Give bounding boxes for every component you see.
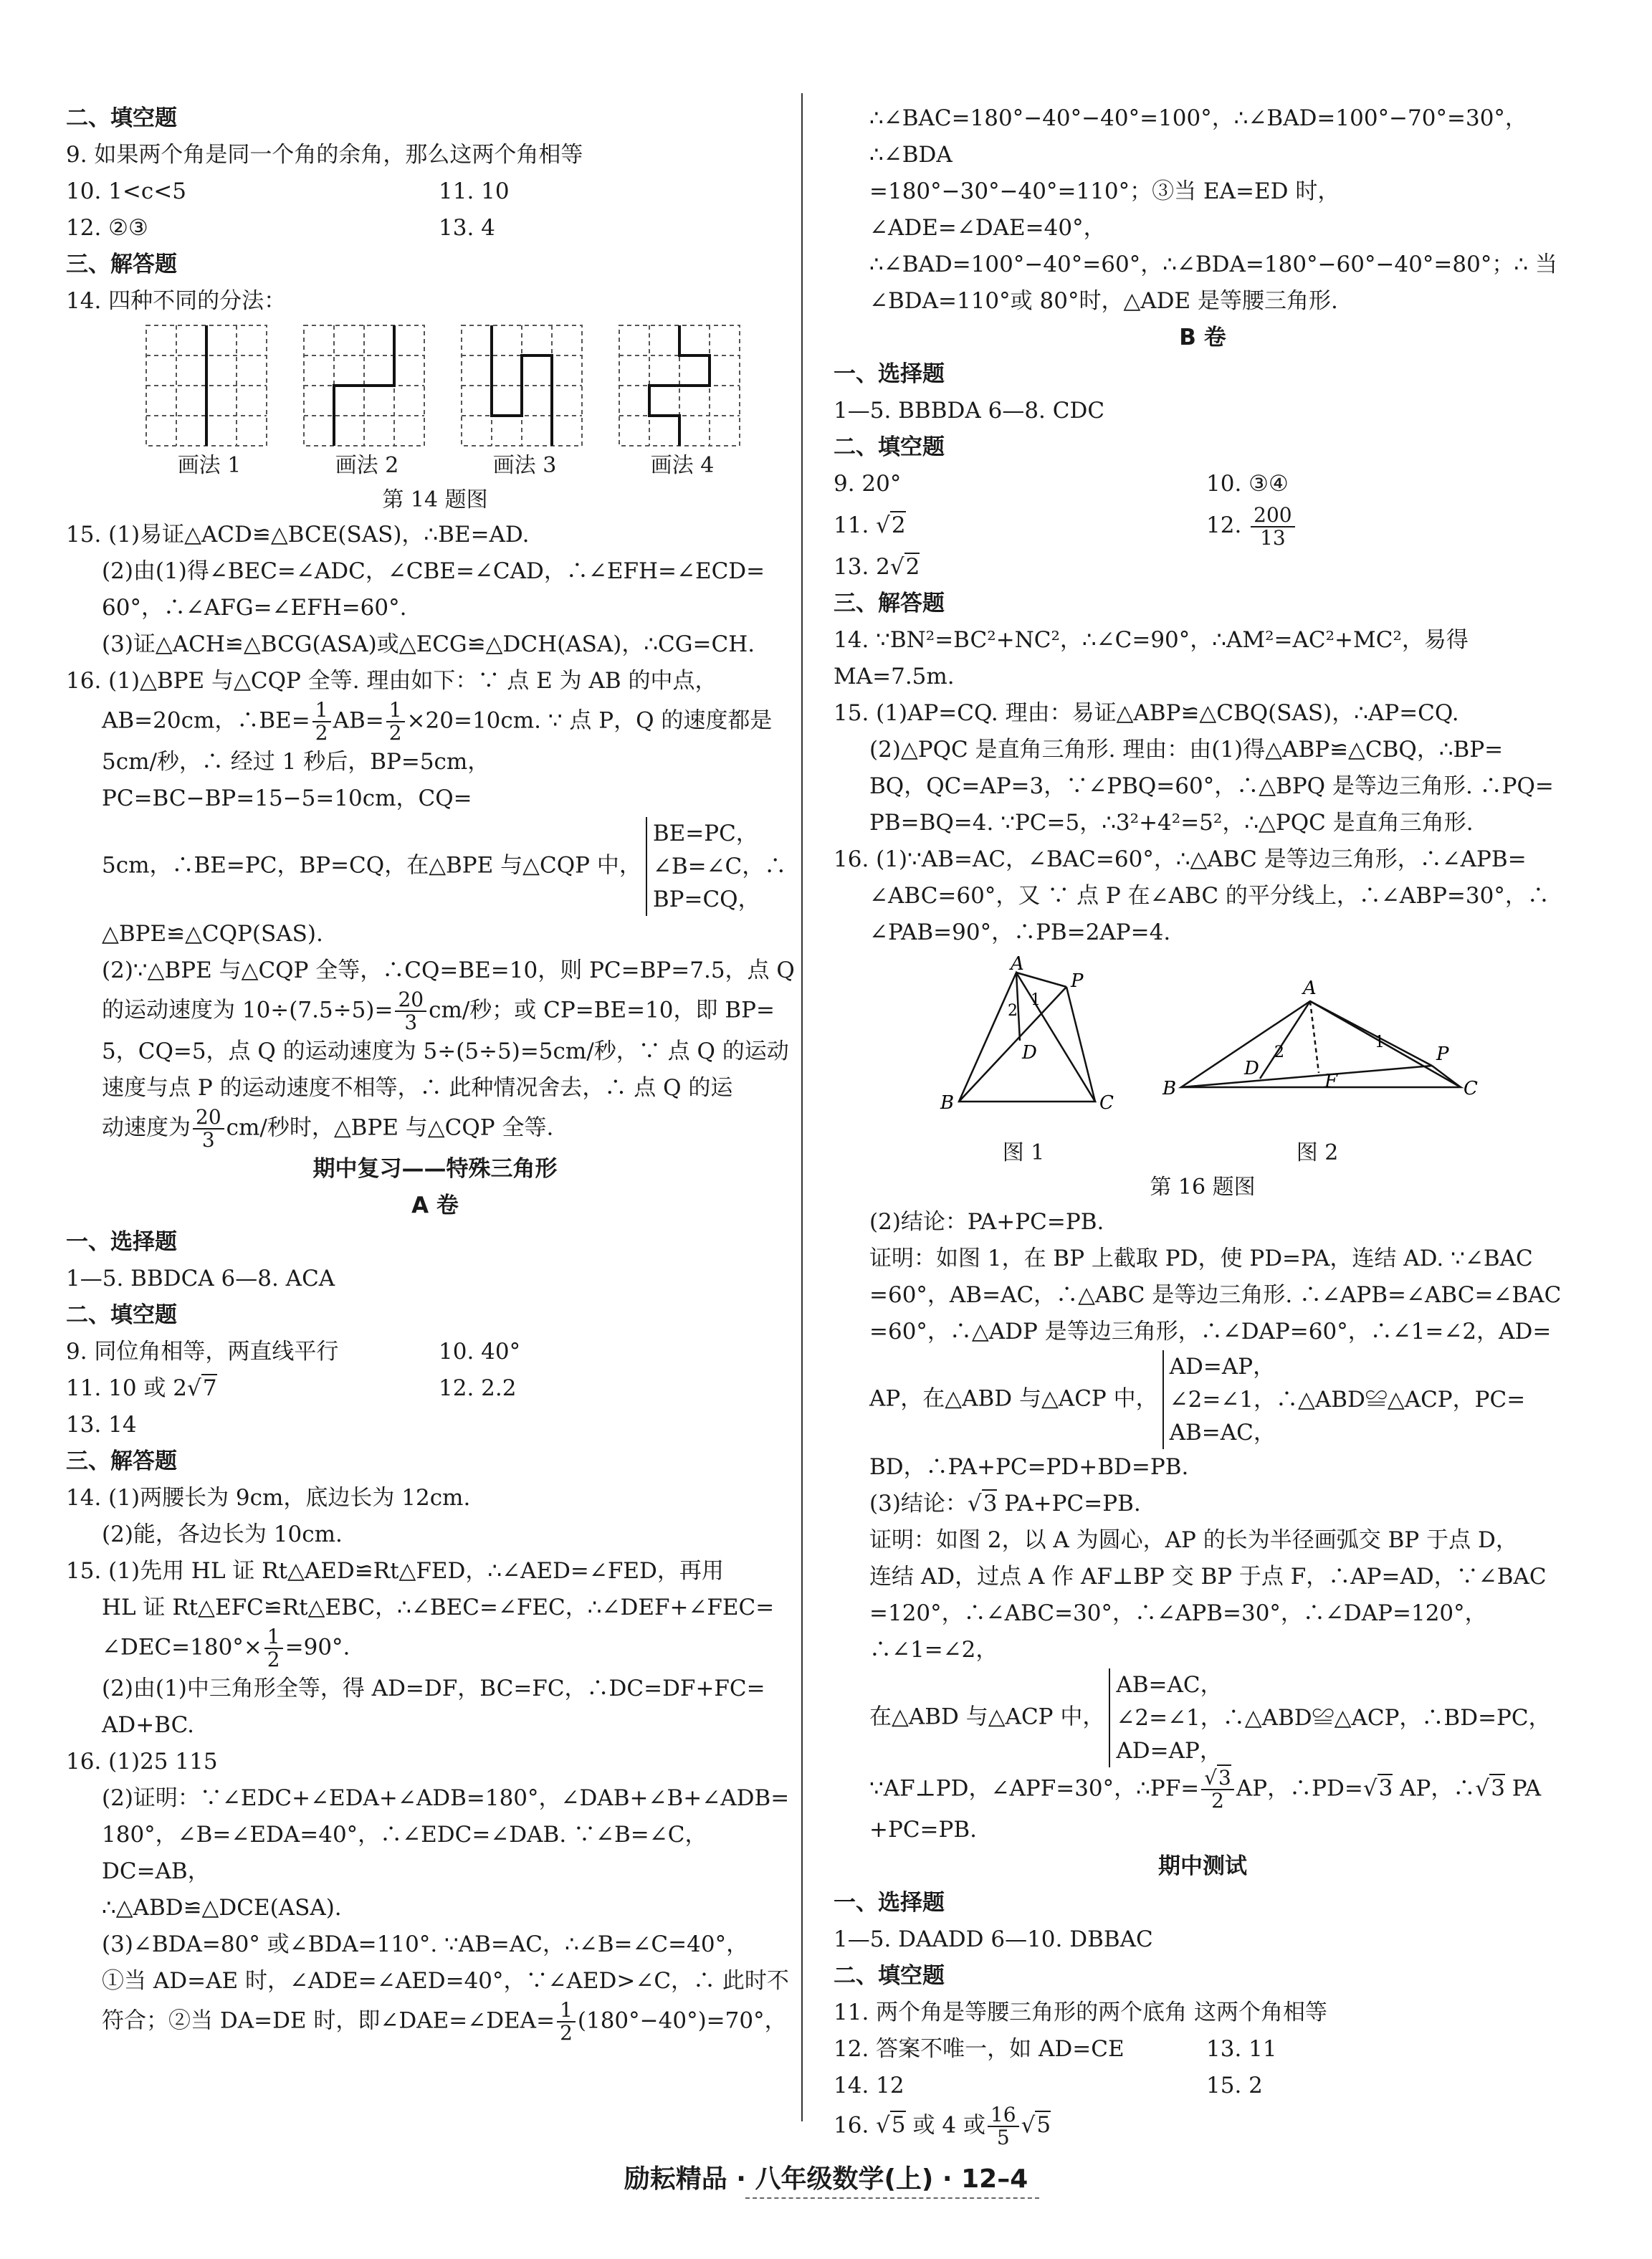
answer-line: 5，CQ=5，点 Q 的运动速度为 5÷(5÷5)=5cm/秒，∵ 点 Q 的运动 [102,1038,789,1064]
answer-line: ∴∠BAD=100°−40°=60°，∴∠BDA=180°−60°−40°=80°；∴ 当 [869,252,1557,277]
answer-line: 14. 四种不同的分法： [66,288,287,314]
text: ∵AF⊥PD，∠APF=30°，∴PF= [869,1775,1200,1801]
figure-label: 画法 2 [335,453,399,478]
answer-line: =180°−30°−40°=110°；③当 EA=ED 时，∠ADE=∠DAE=40°， [869,178,1340,241]
figure-caption: 第 16 题图 [1150,1174,1256,1200]
answer-row [834,2068,1572,2104]
brace-line: AB=AC， [1169,1419,1276,1446]
answer: 11. 10 [439,178,510,204]
answer-line: (3)结论：√3 PA+PC=PB. [869,1490,1141,1517]
denominator: 2 [267,1648,280,1671]
answer-line: ∴∠BAC=180°−40°−40°=100°，∴∠BAD=100°−70°=30°，∴∠BDA [869,105,1527,168]
text: 符合；②当 DA=DE 时，即∠DAE=∠DEA= [102,2007,555,2034]
answer: 11. 10 或 2√7 [66,1375,217,1401]
answer-row [66,1334,804,1370]
section-heading: 三、解答题 [834,590,945,616]
answer-line: +PC=PB. [869,1816,978,1843]
figure-method-1 [145,324,274,484]
denominator: 2 [1211,1788,1224,1813]
grid-drawing [460,324,583,447]
answer-line [66,1626,804,1671]
figure-label: 画法 1 [177,453,242,478]
text: PA [1512,1775,1542,1801]
answer-line: 16. (1)25 115 [66,1749,218,1775]
answer-line: (2)结论：PA+PC=PB. [869,1208,1104,1235]
triangle-figure-1 [930,952,1117,1123]
answer: 13. 4 [439,215,495,241]
figure-method-3 [460,324,589,484]
fraction [395,989,426,1033]
answer-line: 5cm/秒，∴ 经过 1 秒后，BP=5cm，PC=BC−BP=15−5=10cm，CQ= [102,749,490,811]
label-A: A [1011,952,1024,975]
section-heading: 一、选择题 [834,361,945,387]
brace-line: ∠2=∠1，∴△ABD≌△ACP，∴BD=PC， [1116,1704,1551,1731]
brace-line: AD=AP， [1116,1737,1222,1764]
answer-line: 15. (1)AP=CQ. 理由：易证△ABP≌△CBQ(SAS)，∴AP=CQ. [834,699,1459,726]
figure-1 [930,952,1117,1171]
brace-line: AD=AP， [1169,1353,1276,1380]
label-A: A [1303,977,1317,999]
numerator: 1 [386,699,405,722]
numerator: 20 [193,1107,224,1130]
section-heading: 二、填空题 [834,1962,945,1989]
denominator: 2 [388,721,402,745]
angle-2: 2 [1274,1043,1284,1061]
answer-line: 180°，∠B=∠EDA=40°，∴∠EDC=∠DAB. ∵∠B=∠C，DC=AB， [102,1822,707,1884]
paper-title: B 卷 [1179,325,1226,350]
denominator: 5 [996,2125,1010,2149]
text: 的运动速度为 10÷(7.5÷5)= [102,997,393,1023]
answer-line: 证明：如图 1，在 BP 上截取 PD，使 PD=PA，连结 AD. ∵∠BAC [869,1245,1533,1271]
answer-line: (2)由(1)得∠BEC=∠ADC，∠CBE=∠CAD，∴∠EFH=∠ECD= [102,558,765,584]
answer-line: 9. 如果两个角是同一个角的余角，那么这两个角相等 [66,142,583,168]
answer-line: (3)∠BDA=80° 或∠BDA=110°. ∵AB=AC，∴∠B=∠C=40°， [102,1931,749,1957]
text: AP，在△ABD 与△ACP 中， [869,1385,1158,1411]
q16-figures [834,952,1572,1171]
text: AB=20cm，∴BE= [102,707,310,734]
angle-1: 1 [1375,1033,1385,1051]
fraction [193,1107,224,1151]
text: 16. [834,2112,869,2138]
answer-line: 15. (1)易证△ACD≌△BCE(SAS)，∴BE=AD. [66,522,530,548]
answer-line: 证明：如图 2，以 A 为圆心，AP 的长为半径画弧交 BP 于点 D， [869,1527,1518,1553]
answer: 14. 12 [834,2072,904,2098]
text: AB= [333,707,384,734]
answer-row [66,1370,804,1407]
brace-line: BP=CQ， [652,887,760,912]
figure-caption: 第 14 题图 [382,487,488,512]
brace-line: BE=PC， [652,821,758,846]
brace-system [1109,1668,1550,1767]
fraction [264,1626,283,1671]
answer: 12. ②③ [66,215,148,241]
q14-figures [145,324,804,484]
numerator: 16 [988,2104,1019,2127]
answer-line: 1—5. DAADD 6—10. DBBAC [834,1926,1153,1952]
numerator: 200 [1251,505,1294,527]
radicand: 3 [1218,1765,1231,1790]
denominator: 3 [201,1128,215,1152]
answer-line: 14. (1)两腰长为 9cm，底边长为 12cm. [66,1485,471,1511]
answer-line: =60°，AB=AC，∴△ABC 是等边三角形. ∴∠APB=∠ABC=∠BAC [869,1281,1562,1308]
text: 5cm，∴BE=PC，BP=CQ，在△BPE 与△CQP 中， [102,852,641,879]
answer-line: △BPE≌△CQP(SAS). [102,921,323,947]
chapter-title: 期中复习——特殊三角形 [312,1156,558,1182]
radicand: 7 [202,1375,217,1401]
text: 11. [834,512,869,538]
section-heading: 二、填空题 [834,434,945,460]
figure-label: 图 1 [1002,1140,1045,1165]
answer-line: (2)△PQC 是直角三角形. 理由：由(1)得△ABP≌△CBQ，∴BP= [869,736,1504,763]
answer-line [66,2000,804,2044]
grid-drawing [302,324,426,447]
brace-system [646,817,786,916]
radicand: 3 [1491,1775,1505,1801]
answer-line [834,1668,1572,1767]
answer-line: ∴△ABD≌△DCE(ASA). [102,1895,342,1921]
answer-line: ∠PAB=90°，∴PB=2AP=4. [869,919,1171,945]
section-heading: 三、解答题 [66,252,177,277]
paper-title: A 卷 [411,1193,459,1218]
answer-row [834,502,1572,549]
angle-1: 1 [1031,990,1041,1009]
answer-row [834,466,1572,502]
label-P: P [1436,1043,1449,1065]
answer-line: (3)证△ACH≌△BCG(ASA)或△ECG≌△DCH(ASA)，∴CG=CH. [102,631,755,657]
text: AP，∴PD= [1236,1775,1363,1801]
answer-line: ∵AF⊥PD，∠APF=30°，∴PF= $\frac{√3}{2}$ AP，∴PD=√3 AP，∴√3 PA [869,1765,1542,1813]
radicand: 2 [891,512,906,538]
answer-line: (2)∵△BPE 与△CQP 全等，∴CQ=BE=10，则 PC=BP=7.5，点 Q [102,957,795,983]
fraction [312,699,331,744]
answer: 12. 2.2 [439,1375,517,1401]
answer-line [66,699,804,744]
brace-line: ∠B=∠C，∴ [652,854,787,879]
answer-line: ∠ABC=60°，又 ∵ 点 P 在∠ABC 的平分线上，∴∠ABP=30°，∴ [869,882,1550,909]
answer-line: 14. ∵BN²=BC²+NC²，∴∠C=90°，∴AM²=AC²+MC²，易得 MA=7.5m. [834,626,1469,689]
answer-row [66,173,804,210]
answer: 10. 1<c<5 [66,178,186,204]
left-column [66,100,804,2044]
brace-system [1162,1350,1526,1449]
label-D: D [1022,1041,1037,1064]
answer: 9. 同位角相等，两直线平行 [66,1339,339,1365]
label-C: C [1464,1077,1478,1099]
section-heading: 三、解答题 [66,1448,177,1474]
answer-row [66,210,804,247]
answer-line: ∠BDA=110°或 80°时，△ADE 是等腰三角形. [869,288,1338,314]
answer-line: 1—5. BBDCA 6—8. ACA [66,1266,335,1291]
answer-line [834,1350,1572,1449]
answer-line: (2)由(1)中三角形全等，得 AD=DF，BC=FC，∴DC=DF+FC= [102,1676,765,1701]
fraction [386,699,405,744]
text: 或 4 或 [912,2112,985,2138]
answer: 12. 答案不唯一，如 AD=CE [834,2035,1125,2062]
text: =90°. [285,1634,350,1661]
text: AP，∴ [1400,1775,1476,1801]
answer-line: =60°，∴△ADP 是等边三角形，∴∠DAP=60°，∴∠1=∠2，AD= [869,1318,1552,1345]
figure-method-4 [618,324,747,484]
text: 在△ABD 与△ACP 中， [869,1704,1105,1729]
text: ×20=10cm. ∵ 点 P，Q 的速度都是 [406,707,773,734]
text: (180°−40°)=70°， [577,2007,787,2034]
label-C: C [1099,1092,1114,1114]
answer [1206,502,1297,549]
answer-line: 60°，∴∠AFG=∠EFH=60°. [102,595,407,621]
grid-drawing [145,324,268,447]
answer: 10. ③④ [1206,471,1289,497]
text: (3)结论： [869,1490,968,1517]
footer-rule [745,2197,1039,2199]
text: cm/秒；或 CP=BE=10，即 BP= [429,997,775,1023]
answer-line: 11. 两个角是等腰三角形的两个底角 这两个角相等 [834,1999,1328,2025]
figure-label: 图 2 [1296,1140,1339,1165]
numerator: 1 [264,1626,283,1649]
numerator: 1 [557,2000,576,2022]
answer-line: 13. 2√2 [834,553,920,580]
answer-line: ①当 AD=AE 时，∠ADE=∠AED=40°，∵∠AED>∠C，∴ 此时不 [102,1968,789,1994]
answer-line: (2)能，各边长为 10cm. [102,1522,343,1547]
text: 12. [1206,512,1242,538]
page-footer: 励耘精品 · 八年级数学(上) · 12–4 [624,2164,1028,2194]
label-D: D [1244,1057,1259,1079]
answer-line: 16. (1)△BPE 与△CQP 全等. 理由如下：∵ 点 E 为 AB 的中点， [66,668,717,694]
answer-line: (2)证明：∵∠EDC+∠EDA+∠ADB=180°，∠DAB+∠B+∠ADB= [102,1785,790,1811]
answer: 15. 2 [1206,2072,1263,2098]
denominator: 13 [1260,525,1286,550]
label-B: B [940,1092,955,1114]
answer-line: =120°，∴∠ABC=30°，∴∠APB=30°，∴∠DAP=120°，∴∠1=∠2， [869,1600,1487,1663]
brace-line: AB=AC， [1116,1671,1223,1698]
label-B: B [1162,1077,1177,1099]
section-heading: 一、选择题 [66,1229,177,1255]
answer-line [66,1107,804,1151]
right-column [834,100,1572,2149]
answer-row [834,2031,1572,2068]
radicand: 3 [983,1490,998,1517]
text: ∠DEC=180°× [102,1634,262,1661]
text: cm/秒时，△BPE 与△CQP 全等. [226,1114,554,1141]
numerator: 1 [312,699,331,722]
answer: 9. 20° [834,471,902,497]
text: 11. 10 或 2 [66,1375,188,1401]
text: 动速度为 [102,1114,191,1141]
figure-2 [1160,958,1478,1171]
answer-line: 16. √5 或 4 或 $\frac{16}{5}$ √5 [834,2102,1051,2149]
figure-label: 画法 3 [492,453,557,478]
figure-method-2 [302,324,431,484]
fraction [557,2000,576,2044]
answer: 10. 40° [439,1339,521,1365]
fraction [1201,1767,1234,1812]
chapter-title: 期中测试 [1158,1853,1247,1879]
fraction [1251,502,1294,550]
label-F: F [1324,1070,1338,1092]
answer-line: BQ，QC=AP=3，∵∠PBQ=60°，∴△BPQ 是等边三角形. ∴PQ= [869,773,1554,799]
answer-line: PB=BQ=4. ∵PC=5，∴3²+4²=5²，∴△PQC 是直角三角形. [869,809,1474,836]
answer-line: HL 证 Rt△EFC≌Rt△EBC，∴∠BEC=∠FEC，∴∠DEF+∠FEC= [102,1595,775,1620]
fraction [988,2104,1019,2149]
answer-line: AD+BC. [102,1712,195,1738]
section-heading: 一、选择题 [834,1889,945,1916]
numerator: 20 [395,989,426,1012]
radicand: 3 [1378,1775,1393,1801]
answer-line [66,989,804,1033]
answer-line: 15. (1)先用 HL 证 Rt△AED≌Rt△FED，∴∠AED=∠FED，再用 [66,1558,724,1584]
answer: 13. 11 [1206,2035,1277,2062]
radicand: 2 [905,553,920,580]
section-heading: 二、填空题 [66,105,177,131]
answer-line: BD，∴PA+PC=PD+BD=PB. [869,1453,1189,1480]
radicand: 5 [891,2112,906,2138]
angle-2: 2 [1008,1001,1018,1020]
denominator: 2 [560,2021,573,2045]
label-P: P [1071,970,1084,992]
answer-line: 连结 AD，过点 A 作 AF⊥BP 交 BP 于点 F，∴AP=AD，∵∠BAC [869,1563,1547,1590]
grid-drawing [618,324,741,447]
numerator: √3 [1201,1767,1234,1790]
denominator: 3 [404,1011,418,1034]
answer: 11. √2 [834,512,906,538]
triangle-figure-2 [1160,958,1478,1123]
answer-line: 1—5. BBBDA 6—8. CDC [834,398,1105,424]
section-heading: 二、填空题 [66,1302,177,1328]
text: PA+PC=PB. [1004,1490,1141,1517]
figure-label: 画法 4 [650,453,715,478]
radicand: 5 [1036,2112,1051,2138]
answer-line [66,817,804,916]
denominator: 2 [315,721,328,745]
answer-line: 16. (1)∵AB=AC，∠BAC=60°，∴△ABC 是等边三角形，∴∠APB= [834,846,1527,872]
brace-line: ∠2=∠1，∴△ABD≌△ACP，PC= [1169,1386,1526,1413]
answer-line: 13. 14 [66,1412,137,1438]
text: 13. 2 [834,553,890,580]
answer-line: 速度与点 P 的运动速度不相等，∴ 此种情况舍去，∴ 点 Q 的运 [102,1075,733,1101]
